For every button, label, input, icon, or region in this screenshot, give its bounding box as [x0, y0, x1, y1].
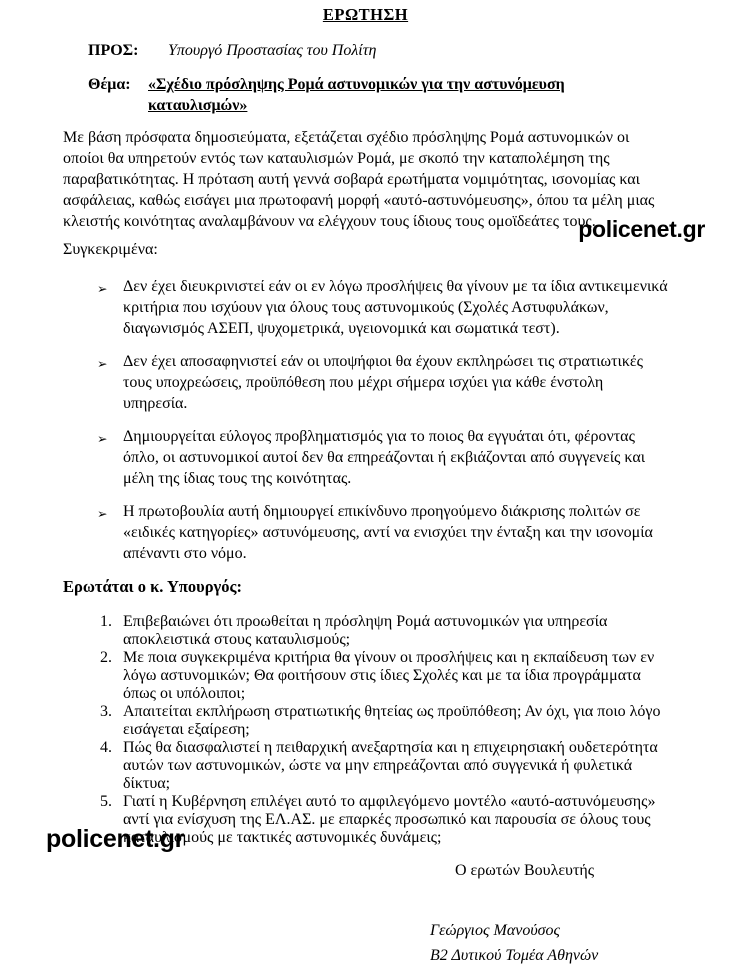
signature-district: Β2 Δυτικού Τομέα Αθηνών	[430, 947, 599, 964]
bullet-text: Δημιουργείται εύλογος προβληματισμός για το ποιος θα εγγυάται ότι, φέροντας όπλο, οι αστυνομικοί αυτοί δεν θα επηρεάζονται ή εκβιάζονται από συγγενείς και μέλη της ίδιας τους της κοινότητας.	[123, 428, 645, 487]
question-number: 4.	[100, 739, 112, 756]
subject-value: «Σχέδιο πρόσληψης Ρομά αστυνομικών για την αστυνόμευση καταυλισμών»	[148, 76, 565, 114]
subject-label: Θέμα:	[88, 76, 131, 93]
question-number: 2.	[100, 649, 112, 666]
question-item	[63, 613, 668, 649]
bullet-text: Δεν έχει αποσαφηνιστεί εάν οι υποψήφιοι θα έχουν εκπληρώσει τις στρατιωτικές τους υποχρεώσεις, προϋπόθεση που μέχρι σήμερα ισχύει για κάθε ένστολη υπηρεσία.	[123, 353, 643, 412]
recipient-label: ΠΡΟΣ:	[88, 42, 139, 59]
question-number: 5.	[100, 793, 112, 810]
question-item	[63, 739, 668, 793]
question-text: Επιβεβαιώνει ότι προωθείται η πρόσληψη Ρομά αστυνομικών για υπηρεσία αποκλειστικά στους καταυλισμούς;	[123, 613, 608, 648]
watermark-bottom: policenet.gr	[46, 825, 185, 853]
closing-line: Ο ερωτών Βουλευτής	[455, 862, 595, 879]
signature-name: Γεώργιος Μανούσος	[430, 922, 561, 939]
question-text: Απαιτείται εκπλήρωση στρατιωτικής θητείας ως προϋπόθεση; Αν όχι, για ποιο λόγο εισάγεται εξαίρεση;	[123, 703, 661, 738]
question-text: Πώς θα διασφαλιστεί η πειθαρχική ανεξαρτησία και η επιχειρησιακή ουδετερότητα αυτών των αστυνομικών, ώστε να μην επηρεάζονται από συγγενικά ή φυλετικά δίκτυα;	[123, 739, 658, 792]
question-text: Με ποια συγκεκριμένα κριτήρια θα γίνουν οι προσλήψεις και η εκπαίδευση των εν λόγω αστυνομικών; Θα φοιτήσουν στις ίδιες Σχολές και με τα ίδια προγράμματα όπως οι υπόλοιποι;	[123, 649, 655, 702]
signature-block	[430, 918, 668, 968]
subject-row	[63, 74, 668, 116]
recipient-row	[63, 40, 668, 61]
bullet-item	[63, 426, 668, 489]
specifics-label: Συγκεκριμένα:	[63, 241, 158, 258]
question-number: 1.	[100, 613, 112, 630]
recipient-value: Υπουργό Προστασίας του Πολίτη	[168, 42, 377, 59]
intro-paragraph: Με βάση πρόσφατα δημοσιεύματα, εξετάζεται σχέδιο πρόσληψης Ρομά αστυνομικών οι οποίοι θα υπηρετούν εντός των καταυλισμών Ρομά, με σκοπό την καταπολέμηση της παραβατικότητας. Η πρόταση αυτή γεννά σοβαρά ερωτήματα νομιμότητας, ισονομίας και ασφάλειας, καθώς εισάγει μια πρωτοφανή μορφή «αυτό-αστυνόμευσης», όπου τα μέλη μιας κλειστής κοινότητας αναλαμβάνουν να ελέγχουν τους ίδιους τους ομοϊδεάτες τους.	[63, 129, 655, 230]
arrow-bullet-icon: ➢	[97, 356, 108, 371]
bullet-item	[63, 501, 668, 564]
bullet-item	[63, 351, 668, 414]
question-number: 3.	[100, 703, 112, 720]
bullet-text: Δεν έχει διευκρινιστεί εάν οι εν λόγω προσλήψεις θα γίνουν με τα ίδια αντικειμενικά κριτήρια που ισχύουν για όλους τους αστυνομικούς (Σχολές Αστυφυλάκων, διαγωνισμός ΑΣΕΠ, ψυχομετρικά, υγειονομικά και σωματικά τεστ).	[123, 278, 668, 337]
bullet-item	[63, 276, 668, 339]
question-text: Γιατί η Κυβέρνηση επιλέγει αυτό το αμφιλεγόμενο μοντέλο «αυτό-αστυνόμευσης» αντί για ενίσχυση της ΕΛ.ΑΣ. με επαρκές προσωπικό και παρουσία σε όλους τους καταυλισμούς με τακτικές αστυνομικές δυνάμεις;	[123, 793, 656, 846]
question-item	[63, 703, 668, 739]
arrow-bullet-icon: ➢	[97, 281, 108, 296]
document-title: ΕΡΩΤΗΣΗ	[322, 5, 409, 24]
bullet-text: Η πρωτοβουλία αυτή δημιουργεί επικίνδυνο προηγούμενο διάκρισης πολιτών σε «ειδικές κατηγορίες» αστυνόμευσης, αντί να ενισχύει την ένταξη και την ισονομία απέναντι στο νόμο.	[123, 503, 653, 562]
arrow-bullet-icon: ➢	[97, 506, 108, 521]
questions-heading: Ερωτάται ο κ. Υπουργός:	[63, 577, 242, 596]
question-item	[63, 649, 668, 703]
arrow-bullet-icon: ➢	[97, 431, 108, 446]
watermark-top: policenet.gr	[578, 216, 705, 242]
